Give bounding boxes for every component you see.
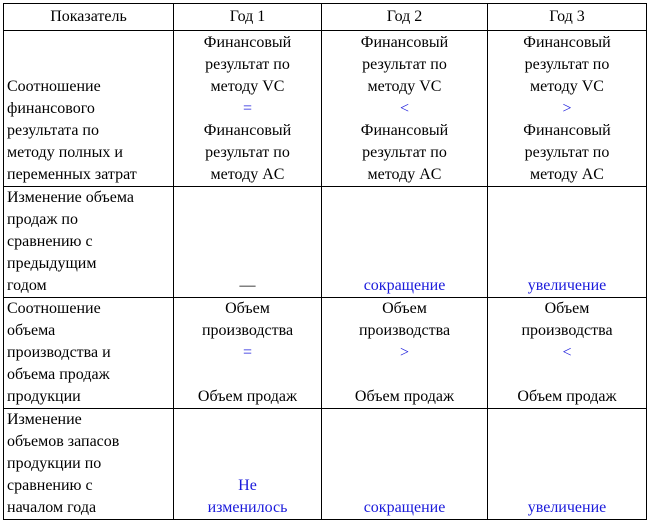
cell-value: —	[239, 277, 256, 294]
comparison-top-line: Финансовый	[523, 34, 611, 51]
cell-year-3-sales-change	[488, 187, 647, 298]
cell-year-2-financial-result	[322, 31, 488, 187]
header-row	[4, 4, 647, 31]
label-line: производства и	[7, 344, 111, 361]
label-line: началом года	[7, 499, 97, 516]
row-label-sales-change	[4, 187, 174, 298]
comparison-top-line: производства	[201, 322, 294, 339]
label-line: сравнению с	[7, 477, 93, 494]
table-row	[4, 298, 647, 409]
cell-year-2-production-vs-sales	[322, 298, 488, 409]
comparison-top-line: методу VC	[367, 78, 442, 95]
comparison-bottom-line: Финансовый	[523, 122, 611, 139]
comparison-bottom-line: методу AC	[367, 166, 442, 183]
comparison-top-line: результат по	[362, 56, 447, 73]
comparison-sign: <	[399, 100, 410, 117]
comparison-top-line: Финансовый	[360, 34, 449, 51]
cell-year-2-sales-change	[322, 187, 488, 298]
label-line: продаж по	[7, 211, 78, 228]
comparison-top-line: производства	[358, 322, 451, 339]
label-line: объема продаж	[7, 366, 110, 383]
spacer	[177, 364, 318, 386]
label-line: результата по	[7, 122, 99, 139]
header-year-3: Год 3	[488, 4, 647, 31]
comparison-bottom-line: Объем продаж	[517, 388, 617, 405]
spacer	[491, 364, 643, 386]
header-year-2: Год 2	[322, 4, 488, 31]
row-label-production-vs-sales	[4, 298, 174, 409]
label-line: продукции	[7, 388, 81, 405]
comparison-bottom-line: Финансовый	[203, 122, 292, 139]
row-label-inventory-change	[4, 409, 174, 520]
label-line: продукции по	[7, 455, 102, 472]
comparison-top-line: производства	[521, 322, 613, 339]
cell-value: увеличение	[527, 277, 607, 294]
comparison-top-line: Объем	[382, 300, 427, 317]
label-line: Изменение	[7, 411, 82, 428]
cell-year-1-inventory-change	[174, 409, 322, 520]
header-indicator: Показатель	[4, 4, 174, 31]
comparison-bottom-line: методу AC	[530, 166, 604, 183]
cell-value: увеличение	[527, 499, 607, 516]
comparison-bottom-line: результат по	[524, 144, 610, 161]
cell-value: сокращение	[363, 499, 446, 516]
comparison-sign: =	[242, 100, 253, 117]
comparison-top-line: методу VC	[530, 78, 604, 95]
label-line: Соотношение	[7, 300, 101, 317]
cell-year-3-financial-result	[488, 31, 647, 187]
comparison-top-line: Финансовый	[203, 34, 292, 51]
comparison-bottom-line: Финансовый	[360, 122, 449, 139]
comparison-top-line: методу VC	[210, 78, 285, 95]
cell-year-3-production-vs-sales	[488, 298, 647, 409]
table-row	[4, 187, 647, 298]
label-line: методу полных и	[7, 144, 123, 161]
cell-year-1-sales-change	[174, 187, 322, 298]
cell-value: изменилось	[207, 499, 288, 516]
label-line: переменных затрат	[7, 166, 137, 183]
cell-value: Не	[238, 477, 257, 494]
cell-year-2-inventory-change	[322, 409, 488, 520]
label-line: финансового	[7, 100, 95, 117]
comparison-table	[3, 3, 647, 520]
label-line: годом	[7, 277, 47, 294]
spacer	[325, 364, 484, 386]
comparison-top-line: Объем	[544, 300, 590, 317]
cell-year-1-production-vs-sales	[174, 298, 322, 409]
label-line: Соотношение	[7, 78, 101, 95]
comparison-bottom-line: методу AC	[210, 166, 285, 183]
comparison-bottom-line: Объем продаж	[197, 388, 298, 405]
cell-year-1-financial-result	[174, 31, 322, 187]
comparison-sign: >	[562, 100, 572, 117]
comparison-top-line: Объем	[225, 300, 270, 317]
label-line: Изменение объема	[7, 189, 134, 206]
label-line: объема	[7, 322, 56, 339]
cell-value: сокращение	[363, 277, 446, 294]
comparison-bottom-line: результат по	[362, 144, 447, 161]
comparison-sign: =	[242, 344, 253, 361]
row-label-financial-result	[4, 31, 174, 187]
comparison-top-line: результат по	[524, 56, 610, 73]
header-year-1: Год 1	[174, 4, 322, 31]
label-line: сравнению с	[7, 233, 93, 250]
cell-year-3-inventory-change	[488, 409, 647, 520]
comparison-sign: >	[399, 344, 410, 361]
table-row	[4, 31, 647, 187]
comparison-sign: <	[562, 344, 572, 361]
label-line: предыдущим	[7, 255, 97, 272]
comparison-bottom-line: Объем продаж	[354, 388, 455, 405]
label-line: объемов запасов	[7, 433, 120, 450]
comparison-bottom-line: результат по	[205, 144, 290, 161]
table-row	[4, 409, 647, 520]
comparison-top-line: результат по	[205, 56, 290, 73]
